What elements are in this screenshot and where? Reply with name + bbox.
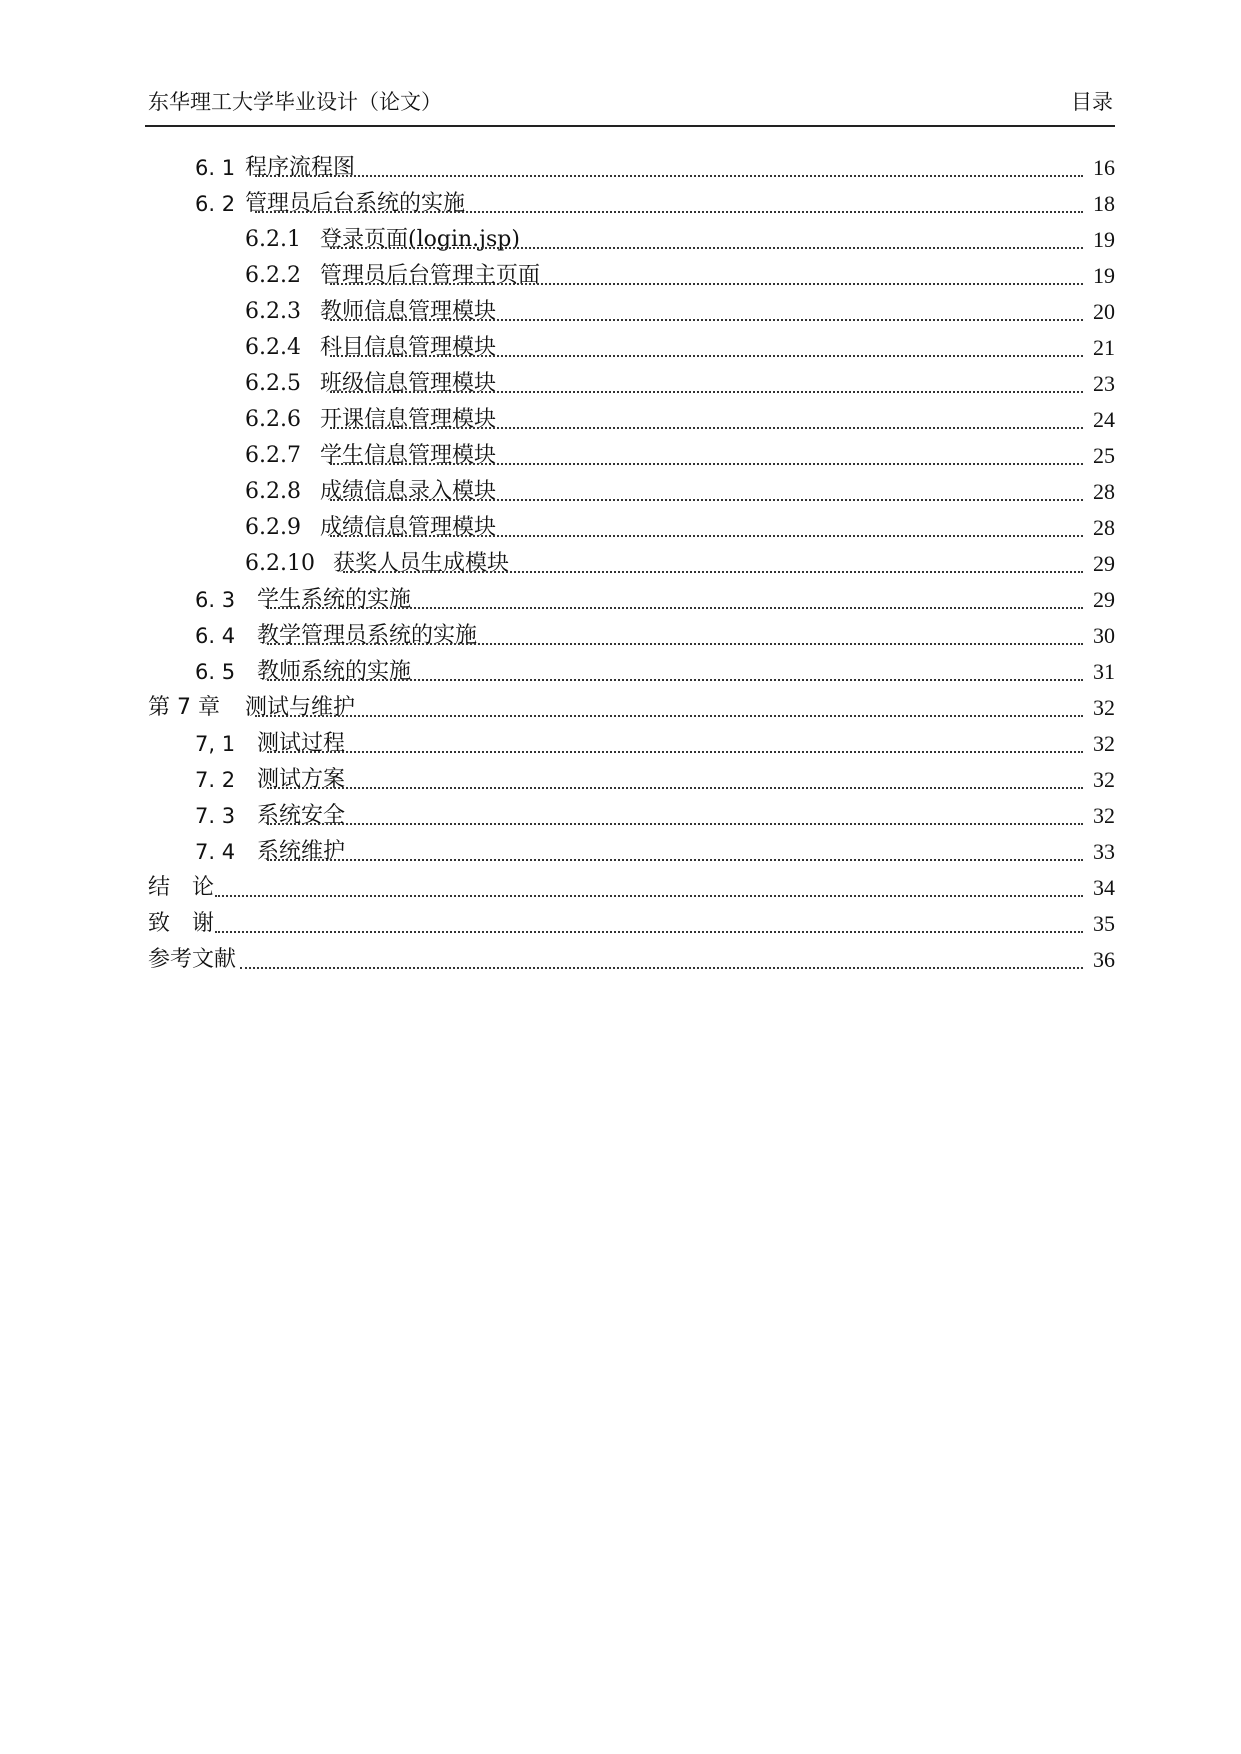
- toc-entry[interactable]: [145, 150, 1115, 186]
- toc-entry-title: 科目信息管理模块: [320, 330, 502, 366]
- toc-entry-number: 6.2.7: [245, 443, 301, 468]
- toc-dot-leader: [330, 463, 1083, 465]
- toc-entry-page: 30: [1090, 618, 1115, 654]
- toc-entry-number: 6. 1: [195, 156, 236, 180]
- toc-chapter-entry[interactable]: [145, 906, 1115, 942]
- header-document-title: 东华理工大学毕业设计（论文）: [148, 90, 442, 114]
- toc-entry-number: 6.2.9: [245, 515, 301, 540]
- toc-entry-number: 7, 1: [195, 732, 236, 756]
- toc-dot-leader: [330, 247, 1083, 249]
- toc-entry-title: 教师信息管理模块: [320, 294, 502, 330]
- toc-entry-number: 6.2.2: [245, 263, 301, 288]
- toc-entry-page: 19: [1090, 222, 1115, 258]
- toc-entry[interactable]: [145, 402, 1115, 438]
- toc-dot-leader: [255, 715, 1083, 717]
- toc-entry[interactable]: [145, 438, 1115, 474]
- toc-dot-leader: [330, 283, 1083, 285]
- toc-entry-page: 21: [1090, 330, 1115, 366]
- toc-entry-title: 测试方案: [257, 762, 351, 798]
- toc-entry-page: 35: [1090, 906, 1115, 942]
- toc-entry[interactable]: [145, 258, 1115, 294]
- toc-chapter-entry[interactable]: [145, 870, 1115, 906]
- toc-entry[interactable]: [145, 546, 1115, 582]
- toc-dot-leader: [343, 571, 1083, 573]
- toc-entry-title: 教师系统的实施: [257, 654, 417, 690]
- toc-dot-leader: [267, 859, 1083, 861]
- toc-entry-page: 33: [1090, 834, 1115, 870]
- toc-entry-title: 程序流程图: [245, 150, 361, 186]
- toc-entry[interactable]: [145, 618, 1115, 654]
- toc-entry-number: 6. 2: [195, 192, 236, 216]
- toc-entry-title: 班级信息管理模块: [320, 366, 502, 402]
- toc-chapter-title: 参考文献: [148, 942, 242, 978]
- toc-entry[interactable]: [145, 654, 1115, 690]
- toc-entry-title: 系统安全: [257, 798, 351, 834]
- header-divider: [145, 125, 1115, 127]
- toc-dot-leader: [330, 427, 1083, 429]
- toc-entry-number: 6.2.4: [245, 335, 301, 360]
- toc-entry-title: 管理员后台管理主页面: [320, 258, 546, 294]
- toc-chapter-number: 第 7 章: [148, 695, 220, 720]
- toc-entry-page: 18: [1090, 186, 1115, 222]
- toc-entry-page: 28: [1090, 510, 1115, 546]
- toc-entry[interactable]: [145, 762, 1115, 798]
- toc-dot-leader: [215, 931, 1083, 933]
- toc-dot-leader: [330, 355, 1083, 357]
- page-header: [145, 84, 1115, 124]
- toc-entry-title: 学生系统的实施: [257, 582, 417, 618]
- toc-chapter-title: 结 论: [148, 870, 220, 906]
- toc-entry-page: 23: [1090, 366, 1115, 402]
- toc-entry[interactable]: [145, 294, 1115, 330]
- toc-entry[interactable]: [145, 726, 1115, 762]
- toc-entry-page: 34: [1090, 870, 1115, 906]
- toc-entry-title: 登录页面(login.jsp): [320, 222, 526, 258]
- toc-dot-leader: [267, 787, 1083, 789]
- toc-dot-leader: [255, 211, 1083, 213]
- toc-entry[interactable]: [145, 798, 1115, 834]
- toc-entry-title: 成绩信息管理模块: [320, 510, 502, 546]
- toc-entry-number: 6.2.8: [245, 479, 301, 504]
- toc-entry-page: 32: [1090, 726, 1115, 762]
- toc-dot-leader: [267, 607, 1083, 609]
- toc-dot-leader: [267, 823, 1083, 825]
- toc-dot-leader: [330, 535, 1083, 537]
- toc-entry-page: 32: [1090, 762, 1115, 798]
- toc-entry-page: 19: [1090, 258, 1115, 294]
- toc-entry-number: 7. 3: [195, 804, 236, 828]
- toc-entry[interactable]: [145, 186, 1115, 222]
- toc-dot-leader: [267, 751, 1083, 753]
- toc-entry-page: 29: [1090, 546, 1115, 582]
- toc-entry-page: 32: [1090, 798, 1115, 834]
- toc-entry-title: 系统维护: [257, 834, 351, 870]
- toc-entry-number: 7. 4: [195, 840, 236, 864]
- toc-dot-leader: [330, 499, 1083, 501]
- toc-entry-title: 管理员后台系统的实施: [245, 186, 471, 222]
- toc-dot-leader: [330, 319, 1083, 321]
- toc-dot-leader: [330, 391, 1083, 393]
- toc-entry-title: 教学管理员系统的实施: [257, 618, 483, 654]
- toc-entry-number: 6. 3: [195, 588, 236, 612]
- toc-entry[interactable]: [145, 834, 1115, 870]
- toc-entry-title: 成绩信息录入模块: [320, 474, 502, 510]
- toc-chapter-title: 测试与维护: [245, 690, 361, 726]
- toc-entry-page: 36: [1090, 942, 1115, 978]
- toc-entry-page: 32: [1090, 690, 1115, 726]
- toc-entry[interactable]: [145, 474, 1115, 510]
- toc-entry-title: 获奖人员生成模块: [333, 546, 515, 582]
- toc-entry-page: 31: [1090, 654, 1115, 690]
- header-section-title: 目录: [1071, 90, 1113, 114]
- toc-entry-title: 开课信息管理模块: [320, 402, 502, 438]
- toc-entry[interactable]: [145, 222, 1115, 258]
- toc-entry[interactable]: [145, 510, 1115, 546]
- toc-entry-page: 16: [1090, 150, 1115, 186]
- toc-entry[interactable]: [145, 330, 1115, 366]
- toc-entry[interactable]: [145, 366, 1115, 402]
- toc-entry-number: 6. 5: [195, 660, 236, 684]
- toc-entry-number: 6.2.5: [245, 371, 301, 396]
- toc-entry-number: 7. 2: [195, 768, 236, 792]
- toc-entry[interactable]: [145, 582, 1115, 618]
- toc-entry-number: 6.2.3: [245, 299, 301, 324]
- toc-dot-leader: [255, 175, 1083, 177]
- toc-dot-leader: [267, 643, 1083, 645]
- toc-entry-number: 6.2.1: [245, 227, 301, 252]
- toc-entry-page: 29: [1090, 582, 1115, 618]
- toc-dot-leader: [240, 967, 1083, 969]
- toc-entry-number: 6. 4: [195, 624, 236, 648]
- toc-entry-title: 测试过程: [257, 726, 351, 762]
- toc-entry-page: 25: [1090, 438, 1115, 474]
- toc-chapter-title: 致 谢: [148, 906, 220, 942]
- toc-chapter-entry[interactable]: [145, 942, 1115, 978]
- toc-entry-title: 学生信息管理模块: [320, 438, 502, 474]
- toc-entry-page: 28: [1090, 474, 1115, 510]
- toc-entry-page: 24: [1090, 402, 1115, 438]
- toc-entry-page: 20: [1090, 294, 1115, 330]
- toc-entry-number: 6.2.10: [245, 551, 315, 576]
- toc-dot-leader: [215, 895, 1083, 897]
- toc-entry-number: 6.2.6: [245, 407, 301, 432]
- toc-chapter-entry[interactable]: [145, 690, 1115, 726]
- toc-dot-leader: [267, 679, 1083, 681]
